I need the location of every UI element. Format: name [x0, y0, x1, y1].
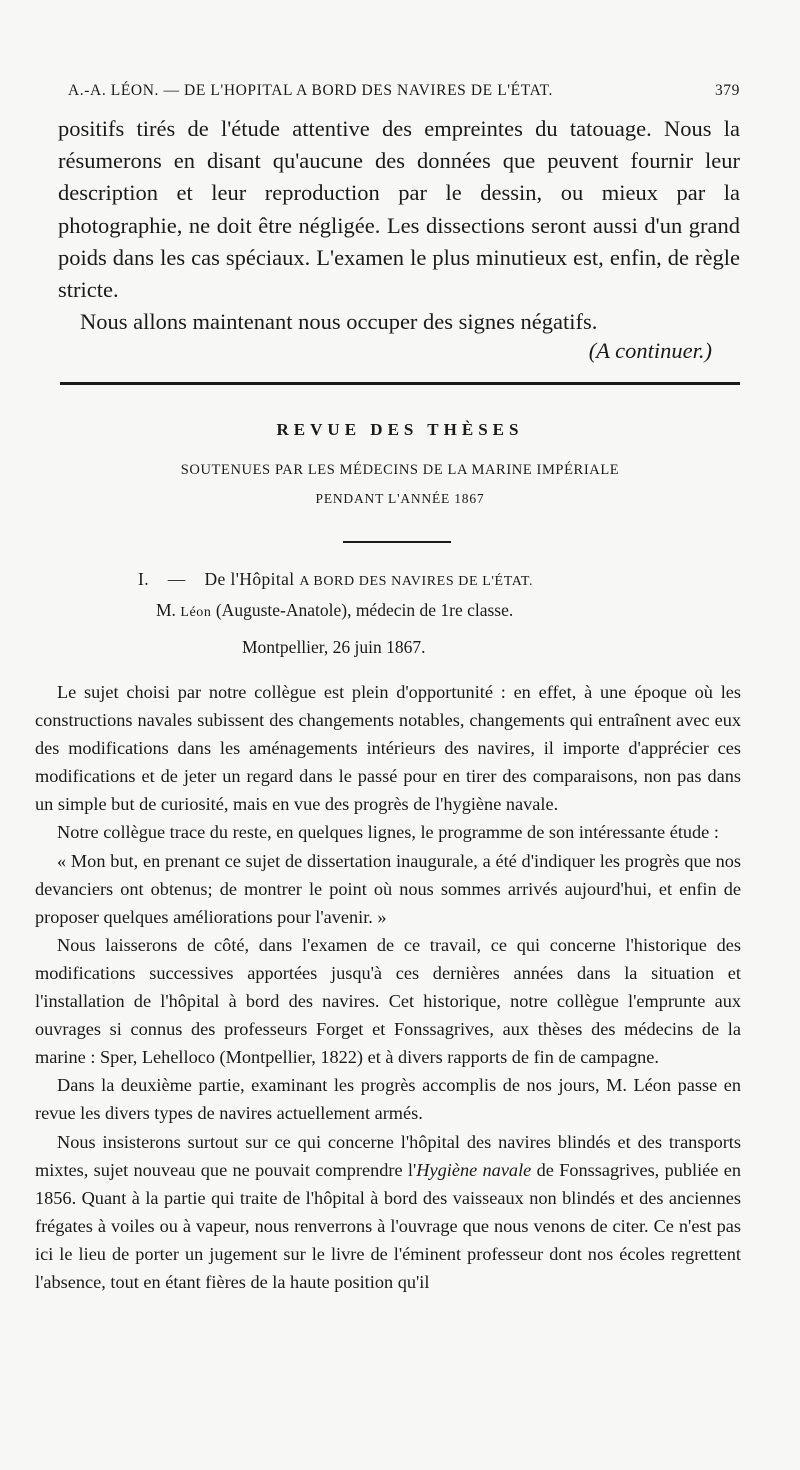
section-divider	[60, 382, 740, 385]
author-prefix: M.	[156, 600, 176, 620]
page-number: 379	[714, 82, 740, 99]
quote-paragraph: « Mon but, en prenant ce sujet de dissertation inaugurale, a été d'indiquer les progrès que nos devanciers ont obtenus; de montrer le point où nous sommes arrivés aujourd'hui, et enfin de proposer quelques améliorations pour l'avenir. »	[35, 850, 741, 927]
paragraph: Notre collègue trace du reste, en quelques lignes, le programme de son intéressante étude :	[57, 822, 719, 843]
paragraph-start: Nous insisterons surtout sur ce qui concerne l'hôpital des navires blindés et des transports mixtes, sujet nouveau que ne pouvait comprendre l'	[35, 1131, 741, 1180]
continue-note: (A continuer.)	[588, 338, 712, 363]
section-subtitle: SOUTENUES PAR LES MÉDECINS DE LA MARINE IMPÉRIALE	[180, 462, 620, 478]
thesis-title-prefix: De l'Hôpital	[204, 569, 295, 589]
paragraph: Le sujet choisi par notre collègue est plein d'opportunité : en effet, à une époque où les constructions navales subissent des changements notables, changements qui entraînent avec eux des modifications dans les aménagements intérieurs des navires, il importe d'apprécier ces modifications et de jeter un regard dans le passé pour en tirer des comparaisons, non pas dans un simple but de curiosité, mais en vue des progrès de l'hygiène navale.	[35, 682, 741, 815]
section-subtitle-year: PENDANT L'ANNÉE 1867	[315, 491, 485, 506]
thesis-author	[156, 600, 513, 621]
paragraph	[35, 1128, 741, 1297]
paragraph: positifs tirés de l'étude attentive des empreintes du tatouage. Nous la résumerons en disant qu'aucune des données que peuvent fournir leur description et leur reproduction par le dessin, ou mieux par la photographie, ne doit être négligée. Les dissections seront aussi d'un grand poids dans les cas spéciaux. L'examen le plus minutieux est, enfin, de règle stricte.	[58, 116, 740, 303]
thesis-heading	[138, 569, 533, 590]
paragraph-end: de Fonssagrives, publiée en 1856. Quant à la partie qui traite de l'hôpital à bord des vaisseaux non blindés et des anciennes frégates à voiles ou à vapeur, nous renverrons à l'ouvrage que nous venons de citer. Ce n'est pas ici le lieu de porter un jugement sur le livre de l'éminent professeur dont nos écoles regrettent l'absence, tout en étant fières de la haute position qu'il	[35, 1159, 741, 1292]
paragraph: Nous laisserons de côté, dans l'examen de ce travail, ce qui concerne l'historique des modifications successives apportées jusqu'à ces dernières années dans la situation et l'installation de l'hôpital à bord des navires. Cet historique, notre collègue l'emprunte aux ouvrages si connus des professeurs Forget et Fonssagrives, aux thèses des médecins de la marine : Sper, Lehelloco (Montpellier, 1822) et à divers rapports de fin de campagne.	[35, 934, 741, 1068]
paragraph: Nous allons maintenant nous occuper des signes négatifs.	[80, 309, 598, 335]
previous-article-ending	[58, 113, 740, 338]
section-title: REVUE DES THÈSES	[276, 420, 524, 439]
thesis-place-date: Montpellier, 26 juin 1867.	[242, 637, 426, 657]
thesis-dash: —	[167, 569, 186, 589]
paragraph: Dans la deuxième partie, examinant les progrès accomplis de nos jours, M. Léon passe en revue les divers types de navires actuellement armés.	[35, 1075, 741, 1124]
book-title: Hygiène navale	[416, 1159, 532, 1180]
running-head	[68, 82, 740, 100]
review-body	[35, 678, 741, 1296]
author-name: Léon	[180, 605, 212, 620]
thesis-number: I.	[138, 569, 150, 589]
short-divider	[343, 541, 451, 543]
thesis-title-rest: A BORD DES NAVIRES DE L'ÉTAT.	[299, 574, 534, 589]
author-detail: (Auguste-Anatole), médecin de 1re classe.	[215, 600, 514, 620]
running-head-text: A.-A. LÉON. — DE L'HOPITAL A BORD DES NAVIRES DE L'ÉTAT.	[68, 82, 554, 99]
